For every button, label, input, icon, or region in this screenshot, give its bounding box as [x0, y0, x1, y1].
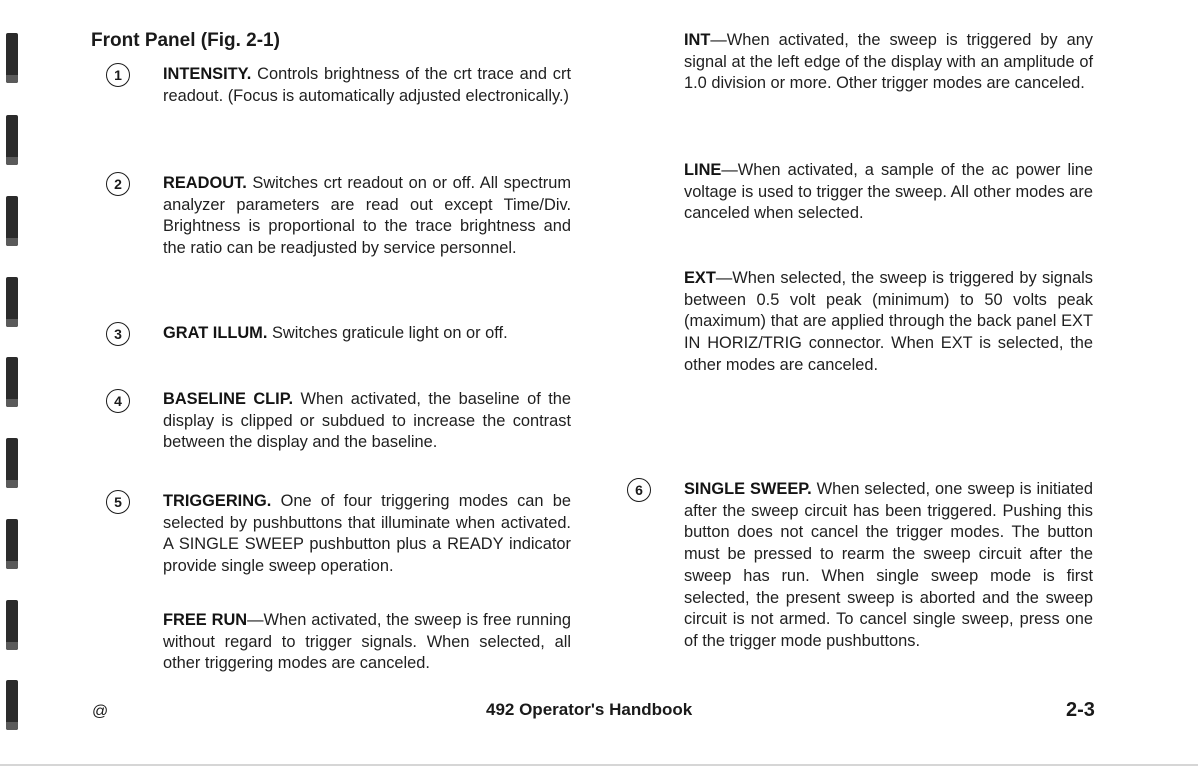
- item-text: Switches graticule light on or off.: [267, 324, 508, 342]
- binding-hole: [6, 115, 18, 165]
- item-text: —When selected, the sweep is triggered by signals between 0.5 volt peak (minimum) to 50 volts peak (maximum) that are applied through the back panel EXT IN HORIZ/TRIG connector. When EXT is selected, the other modes are canceled.: [684, 269, 1093, 374]
- item-number-1: 1: [106, 63, 130, 87]
- item-text: Controls brightness of the crt trace and crt readout. (Focus is automatically adjusted electronically.): [163, 65, 571, 105]
- item-text: Switches crt readout on or off. All spectrum analyzer parameters are read out except Time/Div. Brightness is proportional to the trace brightness and the ratio can be readjusted by service personnel.: [163, 174, 571, 258]
- binding-hole: [6, 680, 18, 730]
- item-text: One of four triggering modes can be selected by pushbuttons that illuminate when activated. A SINGLE SWEEP pushbutton plus a READY indicator provide single sweep operation.: [163, 492, 571, 576]
- item-line: [684, 160, 1093, 225]
- binding-hole: [6, 196, 18, 246]
- item-single-sweep: [684, 479, 1093, 653]
- handbook-title: 492 Operator's Handbook: [486, 700, 693, 719]
- item-heading: BASELINE CLIP.: [163, 390, 294, 408]
- item-baseline-clip: [163, 389, 571, 454]
- binding-hole: [6, 277, 18, 327]
- item-intensity: [163, 64, 571, 107]
- page-number: 2-3: [1066, 699, 1095, 721]
- item-triggering: [163, 491, 571, 578]
- item-heading: GRAT ILLUM.: [163, 324, 268, 342]
- item-number-2: 2: [106, 172, 130, 196]
- item-heading: TRIGGERING.: [163, 492, 272, 510]
- item-text: When selected, one sweep is initiated after the sweep circuit has been triggered. Pushing this button does not cancel the trigger modes. The button must be pressed to rearm the sweep circuit after the sweep has run. When single sweep mode is first selected, the present sweep is aborted and the sweep circuit is not armed. To cancel single sweep, press one of the trigger mode pushbuttons.: [684, 480, 1093, 650]
- item-text: When activated, the baseline of the display is clipped or subdued to increase the contrast between the display and the baseline.: [163, 390, 572, 452]
- section-title: Front Panel (Fig. 2-1): [91, 30, 280, 51]
- item-text: —When activated, the sweep is triggered by any signal at the left edge of the display with an amplitude of 1.0 division or more. Other trigger modes are canceled.: [684, 31, 1093, 93]
- item-text: —When activated, a sample of the ac power line voltage is used to trigger the sweep. All other modes are canceled when selected.: [684, 161, 1093, 223]
- binding-hole: [6, 600, 18, 650]
- item-number-4: 4: [106, 389, 130, 413]
- item-heading: SINGLE SWEEP.: [684, 480, 812, 498]
- item-heading: INTENSITY.: [163, 65, 252, 83]
- item-heading: LINE: [684, 161, 722, 179]
- item-number-6: 6: [627, 478, 651, 502]
- item-heading: READOUT.: [163, 174, 247, 192]
- binding-hole: [6, 519, 18, 569]
- item-int: [684, 30, 1093, 95]
- item-grat-illum: [163, 323, 571, 345]
- item-heading: INT: [684, 31, 711, 49]
- binding-hole: [6, 438, 18, 488]
- item-free-run: [163, 610, 571, 675]
- copyright-mark: @: [92, 703, 109, 720]
- item-heading: EXT: [684, 269, 716, 287]
- item-number-3: 3: [106, 322, 130, 346]
- binding-hole: [6, 357, 18, 407]
- item-text: —When activated, the sweep is free running without regard to trigger signals. When selected, all other triggering modes are canceled.: [163, 611, 571, 673]
- item-readout: [163, 173, 571, 260]
- binding-hole: [6, 33, 18, 83]
- item-heading: FREE RUN: [163, 611, 248, 629]
- bottom-divider: [0, 764, 1198, 766]
- item-number-5: 5: [106, 490, 130, 514]
- item-ext: [684, 268, 1093, 377]
